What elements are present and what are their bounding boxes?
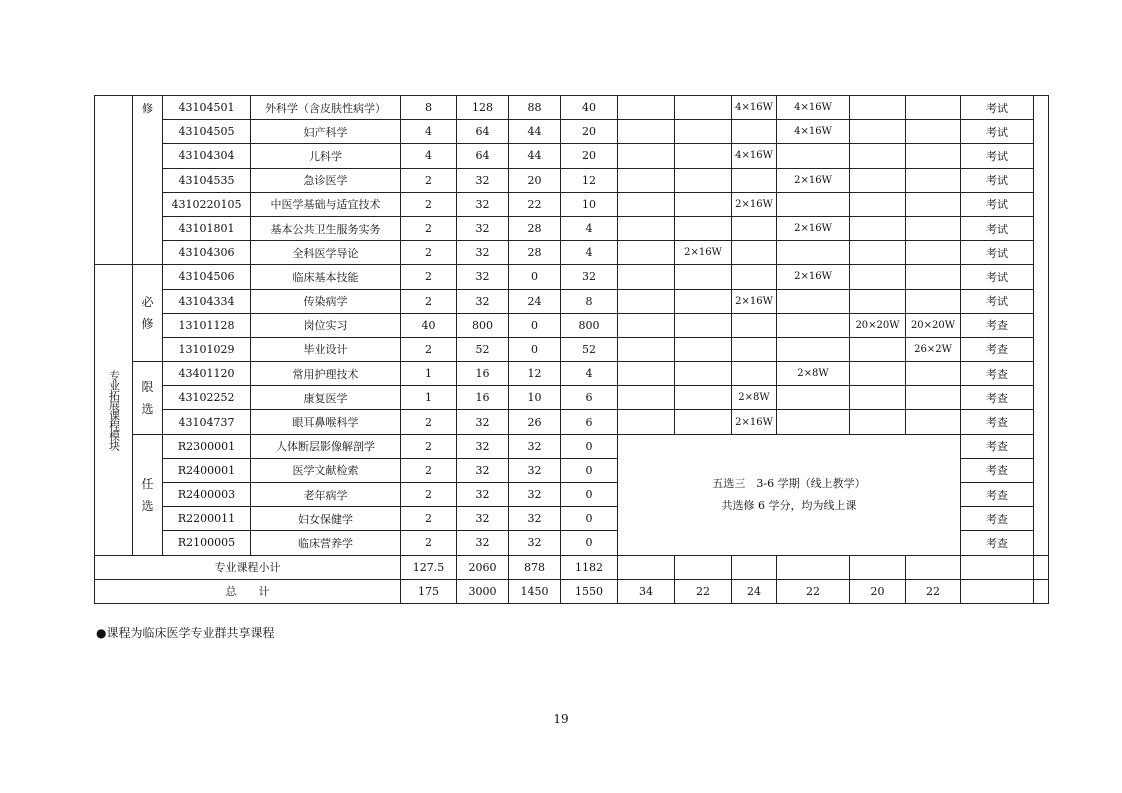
- table-cell: 0: [561, 531, 618, 555]
- table-cell: 全科医学导论: [251, 241, 401, 265]
- table-cell: 32: [457, 241, 509, 265]
- table-cell: 43401120: [163, 362, 251, 386]
- table-cell: 考查: [961, 458, 1034, 482]
- table-cell: 2060: [457, 555, 509, 579]
- table-cell: 43102252: [163, 386, 251, 410]
- table-cell: R2400001: [163, 458, 251, 482]
- table-cell: 0: [561, 434, 618, 458]
- table-cell: 0: [561, 458, 618, 482]
- curriculum-table: [94, 95, 1049, 604]
- table-cell: 32: [509, 507, 561, 531]
- table-cell: 0: [509, 265, 561, 289]
- table-cell: [732, 216, 777, 240]
- category-label-char: 限: [141, 379, 154, 394]
- table-cell: [618, 144, 675, 168]
- table-cell: [906, 386, 961, 410]
- table-cell: 32: [509, 458, 561, 482]
- table-cell: [850, 120, 906, 144]
- page-number: 19: [553, 712, 569, 726]
- table-cell: 临床基本技能: [251, 265, 401, 289]
- table-cell: 考试: [961, 192, 1034, 216]
- table-cell: 128: [457, 96, 509, 120]
- table-cell: 26: [509, 410, 561, 434]
- table-cell: 32: [457, 216, 509, 240]
- table-cell: 2: [401, 483, 457, 507]
- table-cell: [850, 289, 906, 313]
- table-cell: [850, 241, 906, 265]
- table-cell: 考试: [961, 120, 1034, 144]
- table-row: [95, 362, 1049, 386]
- table-cell: 4×16W: [732, 96, 777, 120]
- table-cell: [675, 168, 732, 192]
- table-cell: 4: [561, 216, 618, 240]
- table-cell: [618, 289, 675, 313]
- table-cell: 基本公共卫生服务实务: [251, 216, 401, 240]
- table-cell: [618, 216, 675, 240]
- table-cell: [618, 192, 675, 216]
- table-cell: 人体断层影像解剖学: [251, 434, 401, 458]
- table-cell: 28: [509, 241, 561, 265]
- table-cell: R2400003: [163, 483, 251, 507]
- table-cell: 2: [401, 192, 457, 216]
- table-cell: [675, 192, 732, 216]
- table-cell: 40: [561, 96, 618, 120]
- table-cell: 临床营养学: [251, 531, 401, 555]
- table-cell: [732, 555, 777, 579]
- table-cell: [618, 241, 675, 265]
- table-cell: 3000: [457, 579, 509, 603]
- table-cell: [618, 168, 675, 192]
- table-cell: [906, 192, 961, 216]
- table-cell: 43104505: [163, 120, 251, 144]
- table-cell: [906, 144, 961, 168]
- category-label-char: 任: [141, 476, 154, 491]
- table-cell: 44: [509, 120, 561, 144]
- table-cell: [906, 96, 961, 120]
- table-cell: 4×16W: [777, 96, 850, 120]
- table-cell: 43104306: [163, 241, 251, 265]
- table-cell: 32: [561, 265, 618, 289]
- table-cell: 2: [401, 458, 457, 482]
- table-cell: 44: [509, 144, 561, 168]
- table-cell: 43101801: [163, 216, 251, 240]
- table-row: [95, 241, 1049, 265]
- table-cell: [618, 265, 675, 289]
- table-cell: 32: [457, 168, 509, 192]
- table-cell: 26×2W: [906, 337, 961, 361]
- table-cell: [675, 555, 732, 579]
- footnote: ●课程为临床医学专业群共享课程: [96, 626, 275, 640]
- elective-note-line: 共选修 6 学分，均为线上课: [721, 498, 857, 512]
- table-row: [95, 265, 1049, 289]
- table-cell: 32: [457, 458, 509, 482]
- table-cell: 175: [401, 579, 457, 603]
- table-cell: 10: [509, 386, 561, 410]
- table-cell: 2: [401, 410, 457, 434]
- table-cell: 康复医学: [251, 386, 401, 410]
- table-cell: [675, 410, 732, 434]
- table-cell: 眼耳鼻喉科学: [251, 410, 401, 434]
- table-row: [95, 337, 1049, 361]
- table-cell: 2×16W: [777, 216, 850, 240]
- table-cell: [675, 265, 732, 289]
- table-cell: 40: [401, 313, 457, 337]
- table-cell: 16: [457, 386, 509, 410]
- table-cell: [777, 192, 850, 216]
- table-cell: 24: [509, 289, 561, 313]
- table-cell: 0: [561, 483, 618, 507]
- table-cell: 2: [401, 507, 457, 531]
- table-cell: [850, 410, 906, 434]
- table-cell: 老年病学: [251, 483, 401, 507]
- table-cell: [777, 555, 850, 579]
- table-cell: 32: [457, 192, 509, 216]
- table-cell: 43104535: [163, 168, 251, 192]
- table-cell: 中医学基础与适宜技术: [251, 192, 401, 216]
- table-cell: 2×16W: [675, 241, 732, 265]
- table-cell: 12: [509, 362, 561, 386]
- table-cell: 4: [561, 241, 618, 265]
- table-cell: 1: [401, 386, 457, 410]
- table-cell: 20: [850, 579, 906, 603]
- elective-note: [618, 434, 961, 555]
- table-cell: 考查: [961, 410, 1034, 434]
- table-cell: 16: [457, 362, 509, 386]
- table-cell: 0: [561, 507, 618, 531]
- table-cell: 2: [401, 168, 457, 192]
- table-cell: 32: [509, 531, 561, 555]
- table-cell: 88: [509, 96, 561, 120]
- table-cell: 800: [457, 313, 509, 337]
- table-cell: [732, 362, 777, 386]
- table-cell: [906, 168, 961, 192]
- table-cell: 64: [457, 144, 509, 168]
- table-cell: [961, 555, 1034, 579]
- table-cell: 8: [401, 96, 457, 120]
- table-cell: [850, 96, 906, 120]
- table-cell: R2300001: [163, 434, 251, 458]
- table-cell: [675, 386, 732, 410]
- category-label: [133, 362, 163, 435]
- table-row: [95, 96, 1049, 120]
- table-cell: 32: [457, 507, 509, 531]
- table-row: [95, 216, 1049, 240]
- table-cell: 毕业设计: [251, 337, 401, 361]
- table-cell: [906, 410, 961, 434]
- table-row: [95, 168, 1049, 192]
- table-cell: [618, 313, 675, 337]
- table-row: [95, 410, 1049, 434]
- table-cell: 12: [561, 168, 618, 192]
- table-cell: [618, 120, 675, 144]
- table-cell: 岗位实习: [251, 313, 401, 337]
- table-cell: 考试: [961, 216, 1034, 240]
- table-cell: 32: [457, 410, 509, 434]
- table-cell: 2: [401, 241, 457, 265]
- table-cell: [906, 362, 961, 386]
- category-label-char: 必: [141, 295, 154, 310]
- table-row: [95, 144, 1049, 168]
- category-label-char: 选: [141, 498, 154, 513]
- table-cell: 2: [401, 337, 457, 361]
- table-cell: 4×16W: [777, 120, 850, 144]
- table-cell: [675, 313, 732, 337]
- table-cell: [618, 410, 675, 434]
- table-cell: 4×16W: [732, 144, 777, 168]
- table-cell: 43104737: [163, 410, 251, 434]
- table-cell: 20×20W: [850, 313, 906, 337]
- table-cell: 24: [732, 579, 777, 603]
- table-cell: 6: [561, 410, 618, 434]
- table-cell: [850, 265, 906, 289]
- table-cell: [777, 289, 850, 313]
- table-cell: 2: [401, 216, 457, 240]
- table-cell: 13101128: [163, 313, 251, 337]
- table-cell: 32: [457, 434, 509, 458]
- table-cell: 2×16W: [777, 168, 850, 192]
- table-cell: 考查: [961, 531, 1034, 555]
- table-cell: 34: [618, 579, 675, 603]
- table-cell: 1: [401, 362, 457, 386]
- table-cell: 22: [777, 579, 850, 603]
- table-cell: 20: [561, 144, 618, 168]
- table-cell: [906, 555, 961, 579]
- table-cell: 2×16W: [732, 289, 777, 313]
- table-cell: [777, 386, 850, 410]
- table-cell: [850, 216, 906, 240]
- table-cell: 考查: [961, 434, 1034, 458]
- table-cell: 考试: [961, 265, 1034, 289]
- table-cell: 32: [457, 531, 509, 555]
- total-row: [95, 579, 1049, 603]
- table-cell: 28: [509, 216, 561, 240]
- elective-note-line: 五选三 3-6 学期（线上教学）: [712, 476, 866, 490]
- table-cell: [618, 555, 675, 579]
- table-cell: [906, 216, 961, 240]
- table-cell: 考试: [961, 96, 1034, 120]
- table-cell: [777, 144, 850, 168]
- module-cell-blank: [95, 96, 133, 265]
- category-label: [133, 434, 163, 555]
- table-cell: 127.5: [401, 555, 457, 579]
- table-cell: 2: [401, 434, 457, 458]
- table-cell: [961, 579, 1034, 603]
- table-cell: 4: [401, 144, 457, 168]
- table-cell: 52: [457, 337, 509, 361]
- table-cell: [850, 555, 906, 579]
- table-cell: 考试: [961, 241, 1034, 265]
- table-cell: [675, 289, 732, 313]
- table-row: [95, 120, 1049, 144]
- table-cell: [732, 313, 777, 337]
- table-cell: 32: [509, 483, 561, 507]
- table-cell: [850, 386, 906, 410]
- table-cell: [850, 337, 906, 361]
- table-cell: 考查: [961, 337, 1034, 361]
- table-cell: 1450: [509, 579, 561, 603]
- table-cell: 878: [509, 555, 561, 579]
- table-cell: 考查: [961, 362, 1034, 386]
- table-cell: 1550: [561, 579, 618, 603]
- table-cell: [777, 241, 850, 265]
- table-cell: 考试: [961, 144, 1034, 168]
- module-label: 专业拓展课程模块: [95, 265, 133, 555]
- table-row: [95, 192, 1049, 216]
- table-cell: 52: [561, 337, 618, 361]
- table-cell: 儿科学: [251, 144, 401, 168]
- table-cell: [732, 120, 777, 144]
- table-cell: 43104501: [163, 96, 251, 120]
- table-cell: [906, 265, 961, 289]
- table-cell: [732, 241, 777, 265]
- table-cell: 考试: [961, 168, 1034, 192]
- table-cell: 传染病学: [251, 289, 401, 313]
- subtotal-label: 专业课程小计: [95, 555, 401, 579]
- table-cell: [732, 265, 777, 289]
- table-cell: 妇产科学: [251, 120, 401, 144]
- table-cell: 43104334: [163, 289, 251, 313]
- table-cell: [618, 337, 675, 361]
- table-cell: [675, 120, 732, 144]
- table-cell: 43104506: [163, 265, 251, 289]
- table-cell: R2200011: [163, 507, 251, 531]
- table-cell: 20: [509, 168, 561, 192]
- table-cell: [906, 120, 961, 144]
- category-label: 修: [133, 96, 163, 265]
- table-cell: 6: [561, 386, 618, 410]
- table-cell: [850, 144, 906, 168]
- category-label: [133, 265, 163, 362]
- table-cell: 考查: [961, 507, 1034, 531]
- table-cell: [850, 192, 906, 216]
- table-cell: [906, 241, 961, 265]
- table-cell: 考查: [961, 483, 1034, 507]
- table-row: [95, 434, 1049, 458]
- table-cell: 考查: [961, 386, 1034, 410]
- table-cell: 22: [906, 579, 961, 603]
- table-cell: 800: [561, 313, 618, 337]
- table-cell: 2: [401, 289, 457, 313]
- table-cell: 4: [561, 362, 618, 386]
- table-cell: [618, 362, 675, 386]
- category-label-char: 修: [141, 317, 154, 332]
- table-cell: 2×8W: [777, 362, 850, 386]
- table-cell: 4: [401, 120, 457, 144]
- table-cell: 32: [509, 434, 561, 458]
- table-cell: [618, 96, 675, 120]
- table-cell: 64: [457, 120, 509, 144]
- table-cell: 2: [401, 265, 457, 289]
- table-row: [95, 386, 1049, 410]
- table-cell: 20: [561, 120, 618, 144]
- table-cell: [675, 216, 732, 240]
- table-row: [95, 313, 1049, 337]
- table-cell: R2100005: [163, 531, 251, 555]
- table-cell: 32: [457, 289, 509, 313]
- table-cell: 考查: [961, 313, 1034, 337]
- table-cell: 10: [561, 192, 618, 216]
- table-cell: [1034, 555, 1049, 579]
- table-cell: 43104304: [163, 144, 251, 168]
- total-label: 总 计: [95, 579, 401, 603]
- table-cell: [906, 289, 961, 313]
- subtotal-row: [95, 555, 1049, 579]
- category-label-char: 选: [141, 401, 154, 416]
- table-cell: 32: [457, 265, 509, 289]
- table-cell: [850, 168, 906, 192]
- table-cell: [850, 362, 906, 386]
- table-cell: [618, 386, 675, 410]
- table-cell: 外科学（含皮肤性病学）: [251, 96, 401, 120]
- table-cell: 2×16W: [732, 410, 777, 434]
- table-cell: 2×16W: [732, 192, 777, 216]
- table-cell: 妇女保健学: [251, 507, 401, 531]
- table-cell: 8: [561, 289, 618, 313]
- table-cell: [675, 362, 732, 386]
- table-cell: 4310220105: [163, 192, 251, 216]
- table-cell: 32: [457, 483, 509, 507]
- table-cell: 考试: [961, 289, 1034, 313]
- table-cell: 22: [509, 192, 561, 216]
- table-cell: [675, 96, 732, 120]
- table-cell: [675, 144, 732, 168]
- table-cell: 常用护理技术: [251, 362, 401, 386]
- table-cell: 急诊医学: [251, 168, 401, 192]
- table-cell: 2×16W: [777, 265, 850, 289]
- table-cell: 22: [675, 579, 732, 603]
- table-cell: 0: [509, 337, 561, 361]
- table-cell: [777, 313, 850, 337]
- table-cell: 2×8W: [732, 386, 777, 410]
- table-cell: [732, 337, 777, 361]
- table-cell: [777, 410, 850, 434]
- table-cell: 2: [401, 531, 457, 555]
- table-cell: 医学文献检索: [251, 458, 401, 482]
- table-cell: 0: [509, 313, 561, 337]
- table-cell: [675, 337, 732, 361]
- table-row: [95, 289, 1049, 313]
- table-cell: 20×20W: [906, 313, 961, 337]
- table-cell: 13101029: [163, 337, 251, 361]
- table-cell: 1182: [561, 555, 618, 579]
- table-cell: [732, 168, 777, 192]
- table-cell: [777, 337, 850, 361]
